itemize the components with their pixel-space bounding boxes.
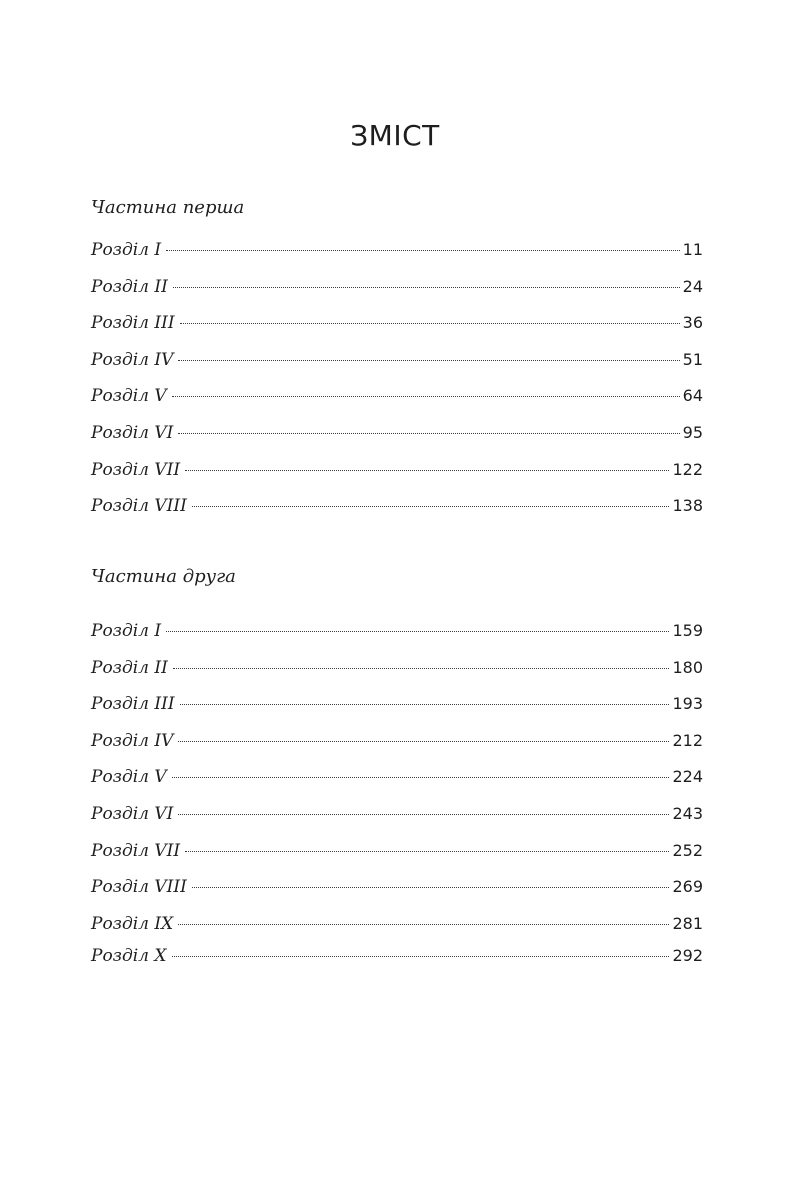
toc-entry-label: Розділ IV <box>91 349 174 370</box>
toc-entry-label: Розділ V <box>91 386 167 407</box>
dot-leader <box>185 470 669 471</box>
dot-leader <box>166 631 669 632</box>
toc-entry[interactable] <box>91 802 703 839</box>
toc-entry-label: Розділ V <box>91 767 167 788</box>
toc-entry[interactable] <box>91 348 703 385</box>
toc-entry[interactable] <box>91 765 703 802</box>
dot-leader <box>180 704 670 705</box>
toc-entry-page: 269 <box>672 877 703 897</box>
toc-entry[interactable] <box>91 619 703 656</box>
toc-list-part-2 <box>91 619 703 980</box>
toc-entry-label: Розділ II <box>91 657 168 678</box>
toc-entry-label: Розділ IX <box>91 913 174 934</box>
toc-entry-label: Розділ VII <box>91 459 181 480</box>
dot-leader <box>192 506 670 507</box>
toc-entry-page: 281 <box>672 913 703 933</box>
dot-leader <box>178 741 669 742</box>
toc-entry-label: Розділ I <box>91 621 162 641</box>
toc-entry-page: 243 <box>672 803 703 823</box>
page-title: ЗМІСТ <box>350 119 440 152</box>
toc-entry[interactable] <box>91 384 703 421</box>
toc-entry-page: 138 <box>672 496 703 516</box>
dot-leader <box>172 777 670 778</box>
toc-entry[interactable] <box>91 458 703 495</box>
toc-entry[interactable] <box>91 692 703 729</box>
toc-entry-label: Розділ VIII <box>91 496 187 517</box>
toc-entry-page: 51 <box>682 349 703 369</box>
toc-entry-page: 193 <box>672 694 703 714</box>
toc-entry[interactable] <box>91 238 703 275</box>
toc-entry[interactable] <box>91 421 703 458</box>
toc-entry-label: Розділ I <box>91 240 162 260</box>
toc-entry-page: 11 <box>682 240 703 259</box>
toc-entry-page: 122 <box>672 459 703 479</box>
toc-entry-label: Розділ II <box>91 276 168 297</box>
dot-leader <box>173 287 680 288</box>
toc-entry-page: 36 <box>682 313 703 333</box>
dot-leader <box>192 887 670 888</box>
part-heading-2: Частина друга <box>91 566 236 587</box>
toc-entry[interactable] <box>91 839 703 876</box>
toc-entry[interactable] <box>91 311 703 348</box>
toc-entry-page: 180 <box>672 657 703 677</box>
dot-leader <box>172 396 680 397</box>
dot-leader <box>178 360 679 361</box>
dot-leader <box>178 433 679 434</box>
toc-entry-page: 24 <box>682 276 703 296</box>
toc-entry-page: 252 <box>672 840 703 860</box>
dot-leader <box>166 250 680 251</box>
toc-entry-page: 95 <box>682 422 703 442</box>
toc-entry-label: Розділ VI <box>91 803 174 824</box>
toc-entry-label: Розділ III <box>91 313 175 334</box>
toc-entry[interactable] <box>91 275 703 312</box>
toc-entry-page: 64 <box>682 386 703 406</box>
toc-entry[interactable] <box>91 729 703 766</box>
toc-entry-label: Розділ X <box>91 945 167 966</box>
toc-entry-page: 212 <box>672 730 703 750</box>
toc-entry-label: Розділ VII <box>91 840 181 861</box>
toc-entry-label: Розділ VI <box>91 422 174 443</box>
toc-entry-label: Розділ III <box>91 694 175 715</box>
toc-entry-page: 292 <box>672 945 703 965</box>
part-heading-1: Частина перша <box>91 197 245 218</box>
dot-leader <box>185 851 669 852</box>
toc-entry-page: 224 <box>672 767 703 787</box>
toc-entry[interactable] <box>91 656 703 693</box>
dot-leader <box>172 956 670 957</box>
toc-entry-label: Розділ IV <box>91 730 174 751</box>
toc-entry[interactable] <box>91 912 703 944</box>
toc-list-part-1 <box>91 238 703 531</box>
dot-leader <box>178 924 669 925</box>
toc-entry[interactable] <box>91 875 703 912</box>
toc-entry[interactable] <box>91 494 703 531</box>
toc-entry-label: Розділ VIII <box>91 877 187 898</box>
toc-entry[interactable] <box>91 944 703 981</box>
dot-leader <box>180 323 680 324</box>
toc-entry-page: 159 <box>672 621 703 640</box>
dot-leader <box>178 814 669 815</box>
dot-leader <box>173 668 670 669</box>
